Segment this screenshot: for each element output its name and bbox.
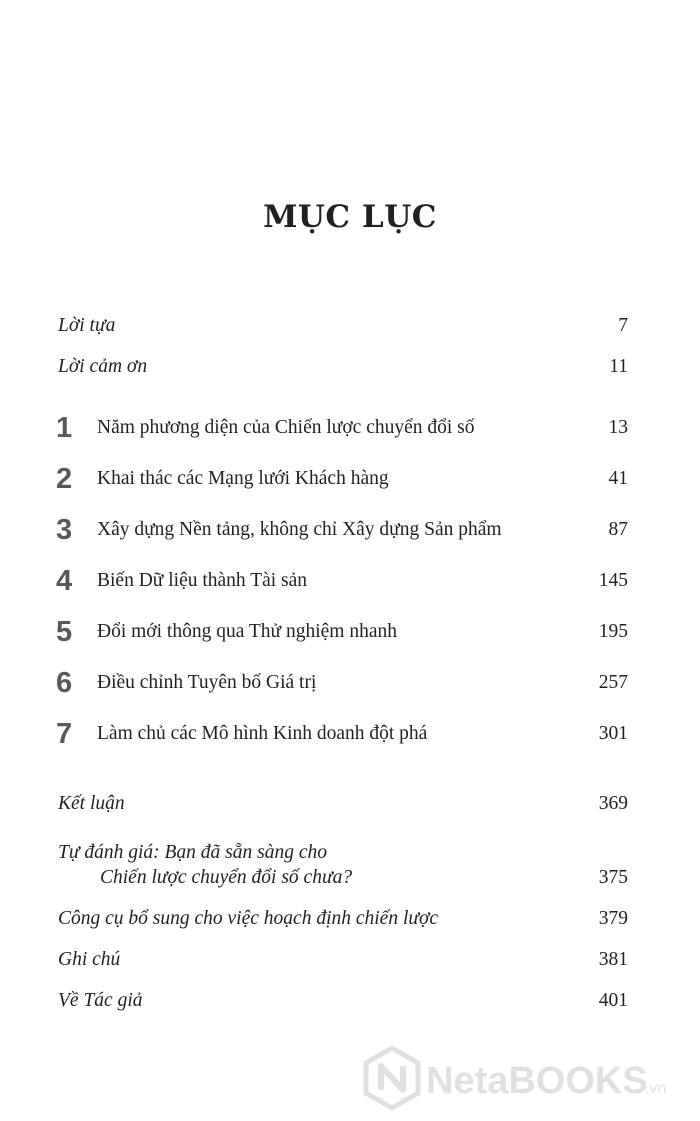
toc-entry-title: Khai thác các Mạng lưới Khách hàng bbox=[97, 468, 389, 489]
chapter-number: 4 bbox=[56, 565, 73, 597]
page-title: MỤC LỤC bbox=[263, 198, 437, 235]
toc-entry-title-line1: Tự đánh giá: Bạn đã sẵn sàng cho bbox=[58, 842, 328, 863]
toc-page-number: 369 bbox=[598, 793, 628, 814]
toc-entry-title: Về Tác giả bbox=[58, 990, 143, 1011]
toc-entry-tools[interactable] bbox=[0, 904, 700, 934]
toc-entry-title: Điều chỉnh Tuyên bố Giá trị bbox=[97, 672, 317, 693]
netabooks-watermark bbox=[362, 1044, 682, 1114]
toc-chapter-3[interactable] bbox=[0, 515, 700, 545]
toc-entry-title: Công cụ bổ sung cho việc hoạch định chiến lược bbox=[58, 908, 439, 929]
toc-page-number: 7 bbox=[618, 315, 628, 336]
toc-entry-title: Đổi mới thông qua Thử nghiệm nhanh bbox=[97, 621, 397, 642]
chapter-number: 2 bbox=[56, 463, 73, 495]
toc-chapter-5[interactable] bbox=[0, 617, 700, 647]
toc-entry-self-assessment[interactable] bbox=[0, 838, 700, 893]
toc-entry-title: Lời cảm ơn bbox=[58, 356, 148, 377]
toc-page-number: 381 bbox=[598, 949, 628, 970]
toc-page-number: 11 bbox=[609, 356, 628, 377]
toc-entry-title: Lời tựa bbox=[58, 315, 116, 336]
toc-page-number: 401 bbox=[598, 990, 628, 1011]
chapter-number: 5 bbox=[56, 616, 73, 648]
toc-entry-title: Xây dựng Nền tảng, không chỉ Xây dựng Sản phẩm bbox=[97, 519, 502, 540]
neta-logo-icon bbox=[362, 1044, 682, 1114]
toc-entry-title: Ghi chú bbox=[58, 949, 121, 970]
chapter-number: 3 bbox=[56, 514, 73, 546]
chapter-number: 7 bbox=[56, 718, 73, 750]
toc-entry-title: Năm phương diện của Chiến lược chuyển đổi số bbox=[97, 417, 475, 438]
toc-page-number: 375 bbox=[598, 867, 628, 888]
chapter-number: 6 bbox=[56, 667, 73, 699]
toc-entry-preface[interactable] bbox=[0, 311, 700, 341]
toc-page-number: 195 bbox=[598, 621, 628, 642]
watermark-brand-suffix: .vn bbox=[645, 1080, 667, 1097]
toc-entry-title: Kết luận bbox=[58, 793, 125, 814]
toc-page-number: 379 bbox=[598, 908, 628, 929]
toc-chapter-1[interactable] bbox=[0, 413, 700, 443]
toc-page-number: 87 bbox=[608, 519, 628, 540]
chapter-number: 1 bbox=[56, 412, 73, 444]
toc-entry-title-line2: Chiến lược chuyển đổi số chưa? bbox=[100, 867, 353, 888]
toc-chapter-6[interactable] bbox=[0, 668, 700, 698]
toc-entry-about-author[interactable] bbox=[0, 986, 700, 1016]
toc-chapter-2[interactable] bbox=[0, 464, 700, 494]
toc-entry-notes[interactable] bbox=[0, 945, 700, 975]
toc-page-number: 257 bbox=[598, 672, 628, 693]
toc-entry-title: Làm chủ các Mô hình Kinh doanh đột phá bbox=[97, 723, 428, 744]
toc-page-number: 13 bbox=[608, 417, 628, 438]
toc-entry-acknowledgements[interactable] bbox=[0, 352, 700, 382]
watermark-brand-text: NetaBOOKS bbox=[426, 1060, 648, 1102]
toc-entry-title: Biến Dữ liệu thành Tài sản bbox=[97, 570, 308, 591]
toc-chapter-4[interactable] bbox=[0, 566, 700, 596]
toc-page-number: 301 bbox=[598, 723, 628, 744]
toc-page-number: 41 bbox=[608, 468, 628, 489]
toc-chapter-7[interactable] bbox=[0, 719, 700, 749]
toc-page-number: 145 bbox=[598, 570, 628, 591]
toc-entry-conclusion[interactable] bbox=[0, 789, 700, 819]
